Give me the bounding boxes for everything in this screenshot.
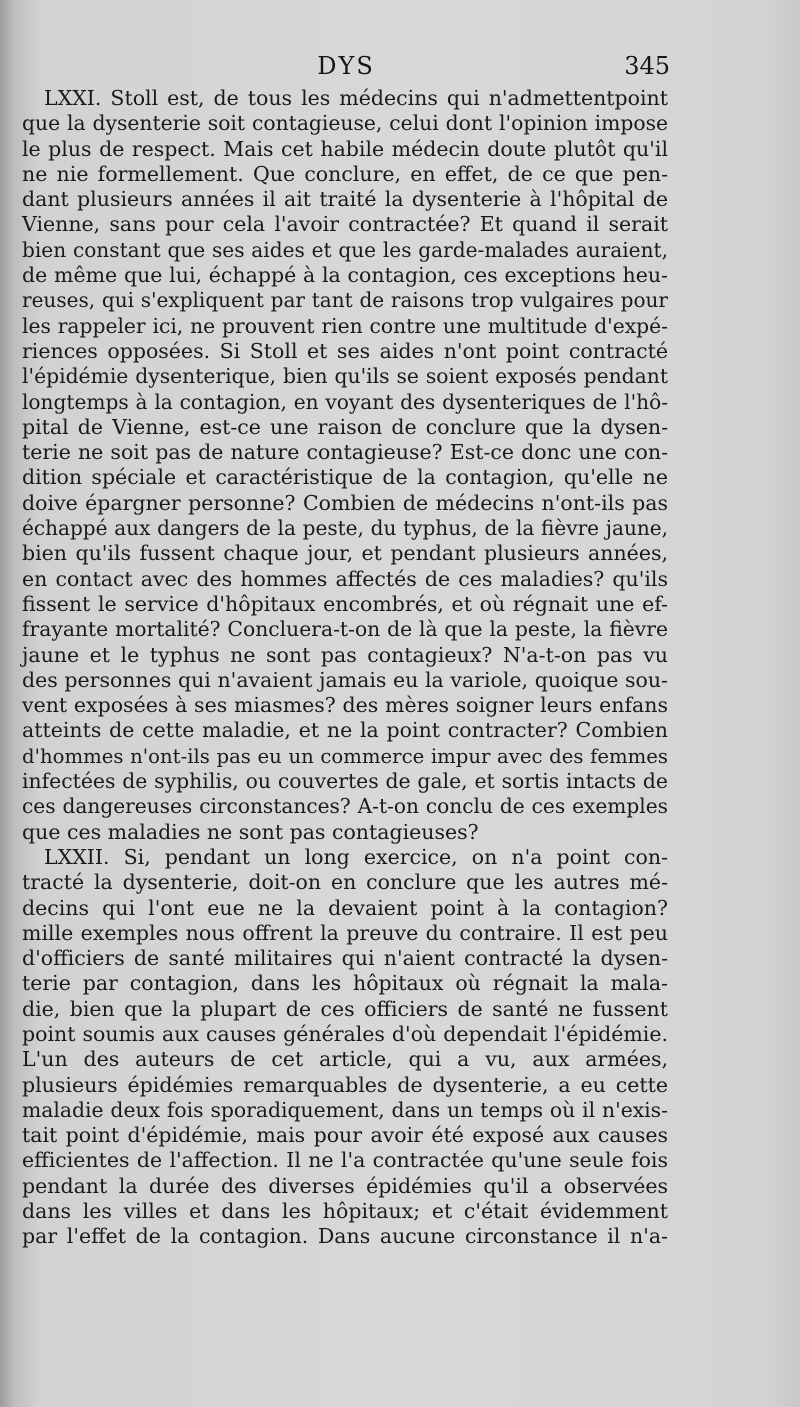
text-line: LXXII. Si, pendant un long exercice, on n'a point con- xyxy=(44,844,668,869)
text-line: ne nie formellement. Que conclure, en effet, de ce que pen- xyxy=(22,161,668,186)
text-line: terie par contagion, dans les hôpitaux où régnait la mala- xyxy=(22,971,668,996)
text-line: des personnes qui n'avaient jamais eu la variole, quoique sou- xyxy=(22,667,668,692)
text-line: tait point d'épidémie, mais pour avoir été exposé aux causes xyxy=(22,1123,668,1148)
text-line: efficientes de l'affection. Il ne l'a contractée qu'une seule fois xyxy=(22,1148,668,1173)
text-line: riences opposées. Si Stoll et ses aides n'ont point contracté xyxy=(22,338,668,363)
text-line: jaune et le typhus ne sont pas contagieux? N'a-t-on pas vu xyxy=(22,642,668,667)
text-line: d'officiers de santé militaires qui n'aient contracté la dysen- xyxy=(22,946,668,971)
page-header xyxy=(22,52,670,82)
text-line: que ces maladies ne sont pas contagieuses? xyxy=(22,819,479,844)
page-number: 345 xyxy=(624,52,670,80)
text-line: que la dysenterie soit contagieuse, celui dont l'opinion impose xyxy=(22,111,668,136)
text-line: die, bien que la plupart de ces officiers de santé ne fussent xyxy=(22,996,668,1021)
text-line: échappé aux dangers de la peste, du typhus, de la fièvre jaune, xyxy=(22,516,668,541)
text-line: tracté la dysenterie, doit-on en conclure que les autres mé- xyxy=(22,870,668,895)
running-head: DYS xyxy=(317,52,375,80)
text-line: mille exemples nous offrent la preuve du contraire. Il est peu xyxy=(22,920,668,945)
text-line: atteints de cette maladie, et ne la point contracter? Combien xyxy=(22,718,668,743)
text-line: plusieurs épidémies remarquables de dysenterie, a eu cette xyxy=(22,1072,668,1097)
paragraph-71 xyxy=(22,86,668,845)
text-line: Vienne, sans pour cela l'avoir contractée? Et quand il serait xyxy=(22,212,668,237)
text-line: doive épargner personne? Combien de médecins n'ont-ils pas xyxy=(22,490,668,515)
body-text xyxy=(22,86,668,1250)
text-line: reuses, qui s'expliquent par tant de raisons trop vulgaires pour xyxy=(22,288,668,313)
text-line: decins qui l'ont eue ne la devaient point à la contagion? xyxy=(22,895,668,920)
text-line: de même que lui, échappé à la contagion, ces exceptions heu- xyxy=(22,263,668,288)
text-line: l'épidémie dysenterique, bien qu'ils se soient exposés pendant xyxy=(22,364,668,389)
text-line: LXXI. Stoll est, de tous les médecins qui n'admettentpoint xyxy=(44,86,668,110)
text-line: dant plusieurs années il ait traité la dysenterie à l'hôpital de xyxy=(22,187,668,212)
text-line: maladie deux fois sporadiquement, dans un temps où il n'exis- xyxy=(22,1097,668,1122)
text-line: L'un des auteurs de cet article, qui a vu, aux armées, xyxy=(22,1047,668,1072)
text-line: point soumis aux causes générales d'où dependait l'épidémie. xyxy=(22,1021,668,1046)
text-line: en contact avec des hommes affectés de ces maladies? qu'ils xyxy=(22,566,668,591)
text-line: pital de Vienne, est-ce une raison de conclure que la dysen- xyxy=(22,414,668,439)
text-line: dans les villes et dans les hôpitaux; et c'était évidemment xyxy=(22,1199,668,1224)
text-line: frayante mortalité? Concluera-t-on de là que la peste, la fièvre xyxy=(22,617,668,642)
text-line: ces dangereuses circonstances? A-t-on conclu de ces exemples xyxy=(22,794,668,819)
text-line: longtemps à la contagion, en voyant des dysenteriques de l'hô- xyxy=(22,389,668,414)
text-line: le plus de respect. Mais cet habile médecin doute plutôt qu'il xyxy=(22,136,668,161)
text-line: par l'effet de la contagion. Dans aucune circonstance il n'a- xyxy=(22,1224,668,1249)
text-line: dition spéciale et caractéristique de la contagion, qu'elle ne xyxy=(22,465,668,490)
text-line: d'hommes n'ont-ils pas eu un commerce impur avec des femmes xyxy=(22,744,668,768)
text-line: vent exposées à ses miasmes? des mères soigner leurs enfans xyxy=(22,693,668,718)
text-line: fissent le service d'hôpitaux encombrés, et où régnait une ef- xyxy=(22,591,668,616)
paragraph-72 xyxy=(22,845,668,1250)
text-line: pendant la durée des diverses épidémies qu'il a observées xyxy=(22,1173,668,1198)
text-line: les rappeler ici, ne prouvent rien contre une multitude d'expé- xyxy=(22,313,668,338)
text-line: infectées de syphilis, ou couvertes de gale, et sortis intacts de xyxy=(22,769,668,794)
text-line: bien constant que ses aides et que les garde-malades auraient, xyxy=(22,237,668,262)
text-line: terie ne soit pas de nature contagieuse? Est-ce donc une con- xyxy=(22,440,668,465)
text-line: bien qu'ils fussent chaque jour, et pendant plusieurs années, xyxy=(22,541,668,566)
